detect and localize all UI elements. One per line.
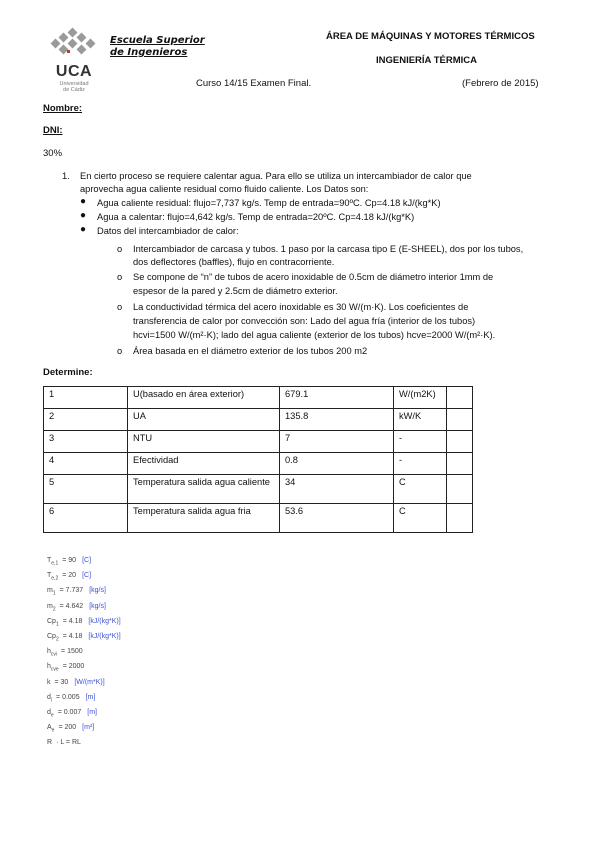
table-cell-label: NTU bbox=[128, 431, 280, 453]
code-unit: [m] bbox=[85, 693, 96, 701]
code-rhs: = 7.737 bbox=[59, 587, 84, 595]
code-line bbox=[47, 617, 121, 629]
code-rhs: · L = RL bbox=[56, 739, 81, 747]
sub-item-1b: dos deflectores (baffles), flujo en contracorriente. bbox=[133, 257, 335, 267]
code-lhs: k bbox=[47, 678, 51, 686]
table-cell-n: 3 bbox=[44, 431, 128, 453]
code-unit: [C] bbox=[82, 572, 92, 580]
table-cell-label: U(basado en área exterior) bbox=[128, 387, 280, 409]
sub-item-2b: espesor de la pared y 2.5cm de diámetro exterior. bbox=[133, 286, 338, 296]
code-lhs: d bbox=[47, 709, 51, 716]
table-row bbox=[44, 475, 473, 504]
bullet-cold-water: Agua a calentar: flujo=4,642 kg/s. Temp de entrada=20ºC. Cp=4.18 kJ/(kg*K) bbox=[97, 212, 415, 222]
code-sub: e bbox=[51, 727, 55, 734]
code-unit: [W/(m*K)] bbox=[74, 678, 105, 686]
code-sub: 2 bbox=[52, 605, 56, 612]
problem-intro-1: En cierto proceso se requiere calentar agua. Para ello se utiliza un intercambiador de calor que bbox=[80, 171, 472, 181]
code-line bbox=[47, 586, 106, 598]
code-line bbox=[47, 693, 95, 705]
sub-item-3c: hcvi=1500 W/(m²·K); lado del agua caliente (exterior de los tubos) hcve=2000 W/(m²·K). bbox=[133, 330, 496, 340]
code-lhs: R bbox=[47, 739, 53, 747]
table-cell-n: 2 bbox=[44, 409, 128, 431]
code-unit: [C] bbox=[82, 557, 92, 564]
sub-bullet-icon: o bbox=[117, 272, 123, 282]
code-rhs: = 2000 bbox=[62, 663, 85, 671]
sub-item-3a: La conductividad térmica del acero inoxidable es 30 W/(m·K). Los coeficientes de bbox=[133, 302, 469, 312]
table-cell-label: Efectividad bbox=[128, 453, 280, 475]
table-cell-unit: - bbox=[394, 453, 447, 475]
code-sub: e bbox=[50, 712, 54, 719]
code-lhs: A bbox=[47, 724, 52, 732]
code-rhs: = 1500 bbox=[61, 648, 83, 656]
code-rhs: = 0.007 bbox=[57, 709, 82, 716]
table-cell-n: 5 bbox=[44, 475, 128, 504]
weight-percent: 30% bbox=[43, 148, 63, 159]
results-table bbox=[43, 386, 473, 533]
code-rhs: = 0.005 bbox=[56, 693, 80, 701]
code-rhs: = 20 bbox=[62, 572, 77, 580]
logo-text: UCA bbox=[55, 63, 93, 80]
table-cell-empty bbox=[447, 431, 473, 453]
table-cell-value: 0.8 bbox=[280, 453, 394, 475]
code-lhs: h bbox=[47, 648, 51, 656]
table-row bbox=[44, 387, 473, 409]
sub-item-4: Área basada en el diámetro exterior de los tubos 200 m2 bbox=[133, 346, 368, 356]
table-cell-unit: kW/K bbox=[394, 409, 447, 431]
code-line bbox=[47, 678, 105, 690]
table-cell-n: 6 bbox=[44, 504, 128, 533]
code-lhs: Cp bbox=[47, 633, 56, 640]
name-label: Nombre: bbox=[43, 103, 83, 114]
table-cell-n: 4 bbox=[44, 453, 128, 475]
table-cell-unit: - bbox=[394, 431, 447, 453]
sub-item-3b: transferencia de calor por convección son: Lado del agua fría (interior de los tubos) bbox=[133, 316, 476, 326]
code-sub: i bbox=[50, 697, 53, 704]
school-name bbox=[110, 35, 205, 59]
code-line bbox=[47, 556, 91, 568]
table-cell-value: 679.1 bbox=[280, 387, 394, 409]
table-row bbox=[44, 453, 473, 475]
code-sub: cvi bbox=[50, 651, 58, 658]
code-sub: 1 bbox=[55, 621, 59, 628]
table-cell-empty bbox=[447, 387, 473, 409]
code-unit: [kJ/(kg*K)] bbox=[88, 617, 121, 625]
table-cell-value: 7 bbox=[280, 431, 394, 453]
dni-label: DNI: bbox=[43, 125, 63, 136]
code-unit: [kg/s] bbox=[89, 602, 106, 610]
code-line bbox=[47, 738, 87, 750]
logo-emblem-icon bbox=[46, 26, 102, 60]
table-row bbox=[44, 504, 473, 533]
code-rhs: = 4.18 bbox=[62, 633, 83, 640]
code-line bbox=[47, 723, 94, 735]
code-lhs: m bbox=[47, 602, 53, 610]
table-cell-unit: C bbox=[394, 475, 447, 504]
table-cell-label: UA bbox=[128, 409, 280, 431]
table-cell-empty bbox=[447, 409, 473, 431]
sub-bullet-icon: o bbox=[117, 346, 123, 356]
code-sub: 1 bbox=[52, 590, 56, 597]
code-unit: [kJ/(kg*K)] bbox=[88, 633, 121, 640]
code-sub: cve bbox=[50, 666, 59, 673]
sub-bullet-icon: o bbox=[117, 244, 123, 254]
table-cell-n: 1 bbox=[44, 387, 128, 409]
code-sub: 2 bbox=[55, 636, 59, 643]
code-sub: e,2 bbox=[51, 575, 59, 582]
code-rhs: = 200 bbox=[58, 724, 77, 732]
bullet-icon: ● bbox=[80, 224, 87, 235]
code-unit: [kg/s] bbox=[89, 587, 106, 595]
sub-bullet-icon: o bbox=[117, 302, 123, 312]
code-lhs: m bbox=[47, 587, 53, 595]
code-line bbox=[47, 647, 89, 659]
table-cell-unit: C bbox=[394, 504, 447, 533]
bullet-hot-water: Agua caliente residual: flujo=7,737 kg/s. Temp de entrada=90ºC. Cp=4.18 kJ/(kg*K) bbox=[97, 198, 441, 208]
table-cell-value: 135.8 bbox=[280, 409, 394, 431]
code-rhs: = 4.642 bbox=[59, 602, 84, 610]
code-rhs: = 90 bbox=[62, 557, 77, 564]
subject-title: INGENIERÍA TÉRMICA bbox=[376, 55, 477, 66]
code-line bbox=[47, 602, 106, 614]
exam-date: (Febrero de 2015) bbox=[462, 78, 539, 89]
sub-item-1a: Intercambiador de carcasa y tubos. 1 paso por la carcasa tipo E (E-SHEEL), dos por los tubos, bbox=[133, 244, 524, 254]
code-sub: e,1 bbox=[51, 560, 59, 567]
table-cell-empty bbox=[447, 453, 473, 475]
table-row bbox=[44, 409, 473, 431]
code-unit: [m] bbox=[87, 709, 97, 716]
logo-subtitle-2: de Cádiz bbox=[63, 87, 85, 93]
table-cell-value: 53.6 bbox=[280, 504, 394, 533]
code-lhs: Cp bbox=[47, 617, 56, 625]
logo-subtitle-1: Universidad bbox=[59, 81, 89, 87]
table-cell-label: Temperatura salida agua caliente bbox=[128, 475, 280, 504]
department-title: ÁREA DE MÁQUINAS Y MOTORES TÉRMICOS bbox=[326, 31, 535, 42]
code-lhs: T bbox=[47, 572, 52, 580]
table-cell-empty bbox=[447, 475, 473, 504]
code-lhs: T bbox=[47, 557, 52, 564]
code-line bbox=[47, 708, 97, 720]
code-line bbox=[47, 571, 91, 583]
bullet-icon: ● bbox=[80, 196, 87, 207]
code-lhs: h bbox=[47, 663, 51, 671]
table-cell-label: Temperatura salida agua fria bbox=[128, 504, 280, 533]
problem-number: 1. bbox=[62, 171, 70, 181]
table-cell-value: 34 bbox=[280, 475, 394, 504]
bullet-icon: ● bbox=[80, 210, 87, 221]
school-line-1: Escuela Superior bbox=[110, 35, 205, 46]
determine-label: Determine: bbox=[43, 367, 93, 378]
code-rhs: = 30 bbox=[54, 678, 69, 686]
code-unit: [m²] bbox=[82, 724, 95, 732]
table-cell-unit: W/(m2K) bbox=[394, 387, 447, 409]
problem-intro-2: aprovecha agua caliente residual como fluido caliente. Los Datos son: bbox=[80, 184, 369, 194]
school-line-2: de Ingenieros bbox=[110, 47, 188, 58]
code-line bbox=[47, 662, 90, 674]
bullet-exchanger-data: Datos del intercambiador de calor: bbox=[97, 226, 239, 236]
table-cell-empty bbox=[447, 504, 473, 533]
code-lhs: d bbox=[47, 693, 51, 701]
table-row bbox=[44, 431, 473, 453]
course-line: Curso 14/15 Examen Final. bbox=[196, 78, 312, 89]
sub-item-2a: Se compone de “n” de tubos de acero inoxidable de 0.5cm de diámetro interior 1mm de bbox=[133, 272, 494, 282]
university-logo bbox=[46, 26, 102, 93]
code-rhs: = 4.18 bbox=[62, 617, 83, 625]
code-line bbox=[47, 632, 121, 644]
